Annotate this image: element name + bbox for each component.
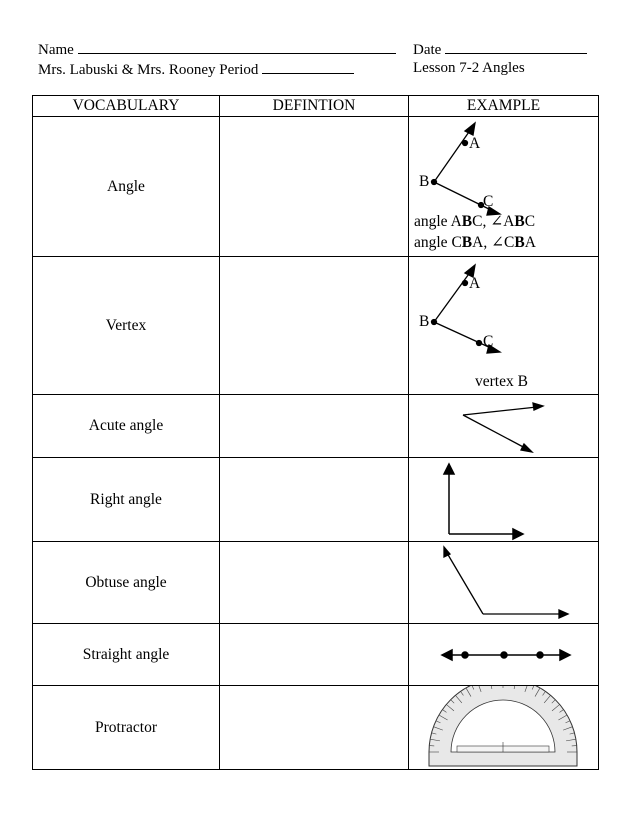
obtuse-angle-diagram <box>409 542 598 624</box>
term-obtuse-angle: Obtuse angle <box>85 573 167 591</box>
name-line <box>38 39 396 59</box>
date-blank[interactable] <box>445 39 587 54</box>
name-blank[interactable] <box>78 39 396 54</box>
point-label-a: A <box>469 275 481 292</box>
period-blank[interactable] <box>262 59 354 74</box>
point-label-b: B <box>419 313 430 330</box>
term-cell <box>33 624 220 686</box>
angle-name-line-1: angle ABC, ∠ABC <box>414 213 536 230</box>
table-row <box>33 117 599 257</box>
table-row <box>33 542 599 624</box>
column-header-definition: DEFINTION <box>220 96 409 117</box>
term-cell <box>33 257 220 395</box>
term-right-angle: Right angle <box>90 490 162 508</box>
table-row <box>33 686 599 770</box>
example-cell-protractor <box>409 686 599 770</box>
term-cell <box>33 395 220 458</box>
teachers-period-label: Mrs. Labuski & Mrs. Rooney Period <box>38 62 259 78</box>
definition-cell-right-angle[interactable] <box>220 458 409 542</box>
point-label-c: C <box>483 333 494 350</box>
term-acute-angle: Acute angle <box>88 417 164 434</box>
term-vertex: Vertex <box>105 316 147 334</box>
table-row <box>33 624 599 686</box>
table-row <box>33 458 599 542</box>
term-protractor: Protractor <box>95 718 157 736</box>
example-cell-acute-angle <box>409 395 599 458</box>
name-label: Name <box>38 42 74 58</box>
term-angle: Angle <box>107 177 145 195</box>
term-cell <box>33 117 220 257</box>
point-label-a: A <box>469 135 481 152</box>
point-label-c: C <box>483 193 494 210</box>
column-header-vocabulary: VOCABULARY <box>33 96 220 117</box>
straight-angle-diagram <box>409 624 598 686</box>
table-row <box>33 395 599 458</box>
definition-cell-angle[interactable] <box>220 117 409 257</box>
column-header-example: EXAMPLE <box>409 96 599 117</box>
point-label-b: B <box>419 173 430 190</box>
angle-name-line-2: angle CBA, ∠CBA <box>414 234 536 251</box>
date-label: Date <box>413 42 442 58</box>
example-cell-right-angle <box>409 458 599 542</box>
definition-cell-straight-angle[interactable] <box>220 624 409 686</box>
term-straight-angle: Straight angle <box>82 645 170 663</box>
example-cell-vertex <box>409 257 599 395</box>
protractor-image <box>409 686 598 770</box>
definition-cell-vertex[interactable] <box>220 257 409 395</box>
example-cell-obtuse-angle <box>409 542 599 624</box>
definition-cell-acute-angle[interactable] <box>220 395 409 458</box>
acute-angle-diagram <box>409 395 598 458</box>
lesson-title: Lesson 7-2 Angles <box>413 60 525 76</box>
date-line <box>413 39 587 59</box>
term-cell <box>33 458 220 542</box>
definition-cell-obtuse-angle[interactable] <box>220 542 409 624</box>
table-row <box>33 257 599 395</box>
definition-cell-protractor[interactable] <box>220 686 409 770</box>
example-cell-angle <box>409 117 599 257</box>
vertex-caption: vertex B <box>475 373 528 390</box>
teacher-period-line <box>38 59 354 79</box>
vocabulary-table <box>32 95 598 770</box>
term-cell <box>33 542 220 624</box>
example-cell-straight-angle <box>409 624 599 686</box>
term-cell <box>33 686 220 770</box>
right-angle-diagram <box>409 458 598 542</box>
